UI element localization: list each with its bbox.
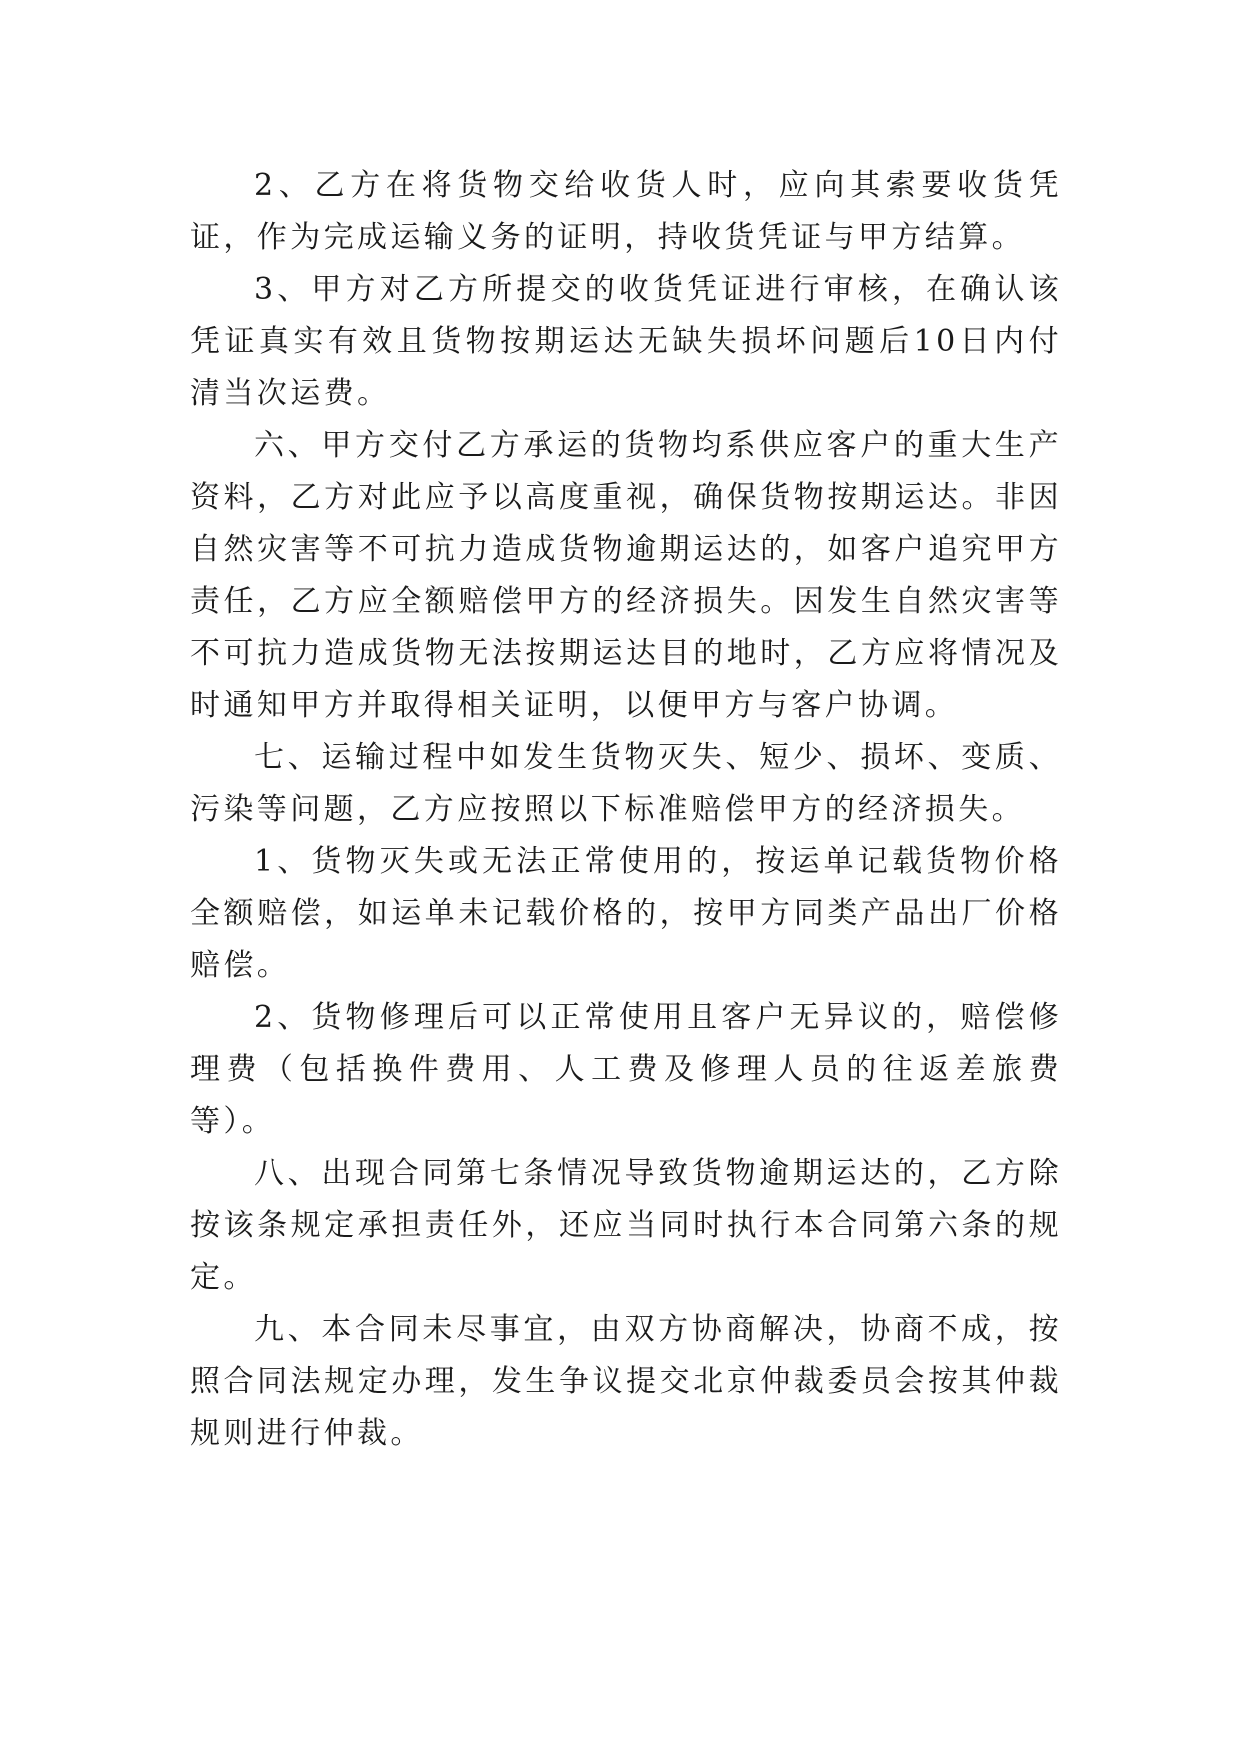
paragraph-loss-compensation: 1、货物灭失或无法正常使用的，按运单记载货物价格全额赔偿，如运单未记载价格的，按甲方同类产品出厂价格赔偿。	[190, 844, 1062, 983]
paragraph-clause-seven: 七、运输过程中如发生货物灭失、短少、损坏、变质、污染等问题，乙方应按照以下标准赔偿甲方的经济损失。	[190, 740, 1062, 827]
paragraph-delivery-receipt: 2、乙方在将货物交给收货人时，应向其索要收货凭证，作为完成运输义务的证明，持收货凭证与甲方结算。	[190, 168, 1062, 255]
paragraph-clause-eight: 八、出现合同第七条情况导致货物逾期运达的，乙方除按该条规定承担责任外，还应当同时执行本合同第六条的规定。	[190, 1156, 1062, 1295]
paragraph-repair-compensation: 2、货物修理后可以正常使用且客户无异议的，赔偿修理费（包括换件费用、人工费及修理人员的往返差旅费等）。	[190, 1000, 1062, 1139]
paragraph-clause-nine: 九、本合同未尽事宜，由双方协商解决，协商不成，按照合同法规定办理，发生争议提交北京仲裁委员会按其仲裁规则进行仲裁。	[190, 1312, 1062, 1451]
paragraph-receipt-review: 3、甲方对乙方所提交的收货凭证进行审核，在确认该凭证真实有效且货物按期运达无缺失损坏问题后10日内付清当次运费。	[190, 272, 1062, 411]
paragraph-clause-six: 六、甲方交付乙方承运的货物均系供应客户的重大生产资料，乙方对此应予以高度重视，确保货物按期运达。非因自然灾害等不可抗力造成货物逾期运达的，如客户追究甲方责任，乙方应全额赔偿甲方的经济损失。因发生自然灾害等不可抗力造成货物无法按期运达目的地时，乙方应将情况及时通知甲方并取得相关证明，以便甲方与客户协调。	[190, 428, 1062, 723]
document-body	[190, 160, 1062, 1460]
